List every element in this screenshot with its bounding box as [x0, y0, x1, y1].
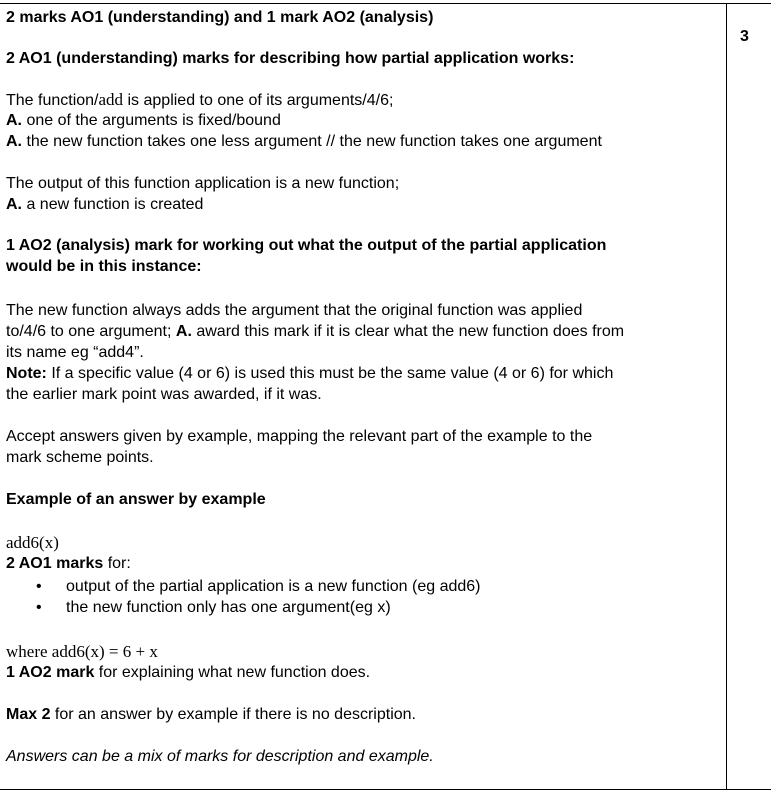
bullet-icon: •: [36, 599, 42, 616]
accept-2: [6, 132, 602, 152]
para-1-line-1: The new function always adds the argument that the original function was applied: [6, 302, 583, 319]
accept-example-2: mark scheme points.: [6, 449, 154, 466]
text: award this mark if it is clear what the new function does from: [191, 323, 625, 340]
column-divider: [726, 4, 727, 790]
bold-text: 1 AO2 mark: [6, 664, 95, 681]
example-heading: Example of an answer by example: [6, 491, 266, 508]
bullet-icon: •: [36, 578, 42, 595]
accept-label: A.: [6, 112, 22, 129]
bullet-text: the new function only has one argument(eg x): [66, 599, 391, 616]
accept-1: [6, 111, 281, 131]
text: If a specific value (4 or 6) is used this must be the same value (4 or 6) for which: [46, 365, 614, 382]
text: for:: [103, 555, 131, 572]
ao2-heading-2: would be in this instance:: [6, 258, 202, 275]
note-label: Note:: [6, 365, 47, 382]
text: the new function takes one less argument // the new function takes one argument: [22, 133, 602, 150]
accept-example-1: Accept answers given by example, mapping the relevant part of the example to the: [6, 428, 593, 445]
footer-note: Answers can be a mix of marks for description and example.: [6, 748, 434, 765]
table-bottom-border: [0, 789, 771, 790]
text: to/4/6 to one argument;: [6, 323, 176, 340]
code: add: [98, 90, 124, 109]
marks-total: 3: [740, 28, 749, 45]
text: The function/: [6, 92, 99, 109]
accept-label: A.: [6, 133, 22, 150]
where-line: where add6(x) = 6 + x: [6, 642, 158, 661]
ao1-heading: 2 AO1 (understanding) marks for describing how partial application works:: [6, 50, 575, 67]
text: for an answer by example if there is no description.: [50, 706, 416, 723]
para-1-line-3: its name eg “add4”.: [6, 344, 144, 361]
table-top-border: [0, 3, 771, 4]
ao2-heading-1: 1 AO2 (analysis) mark for working out what the output of the partial application: [6, 237, 607, 254]
point-2: The output of this function application is a new function;: [6, 175, 400, 192]
example-code: add6(x): [6, 533, 59, 552]
example-ao2: [6, 663, 370, 683]
text: one of the arguments is fixed/bound: [22, 112, 281, 129]
example-ao1: [6, 554, 131, 574]
accept-label: A.: [6, 196, 22, 213]
heading: 2 marks AO1 (understanding) and 1 mark AO2 (analysis): [6, 9, 434, 26]
text: a new function is created: [22, 196, 204, 213]
accept-label: A.: [175, 323, 192, 340]
max-line: [6, 705, 416, 725]
text: is applied to one of its arguments/4/6;: [123, 92, 394, 109]
bullet-text: output of the partial application is a new function (eg add6): [66, 578, 481, 595]
point-1: [6, 90, 393, 111]
accept-3: [6, 195, 203, 215]
bold-text: 2 AO1 marks: [6, 555, 104, 572]
note-line-1: [6, 364, 613, 384]
bold-text: Max 2: [6, 706, 51, 723]
note-line-2: the earlier mark point was awarded, if it was.: [6, 386, 322, 403]
para-1-line-2: [6, 322, 624, 342]
text: for explaining what new function does.: [94, 664, 371, 681]
